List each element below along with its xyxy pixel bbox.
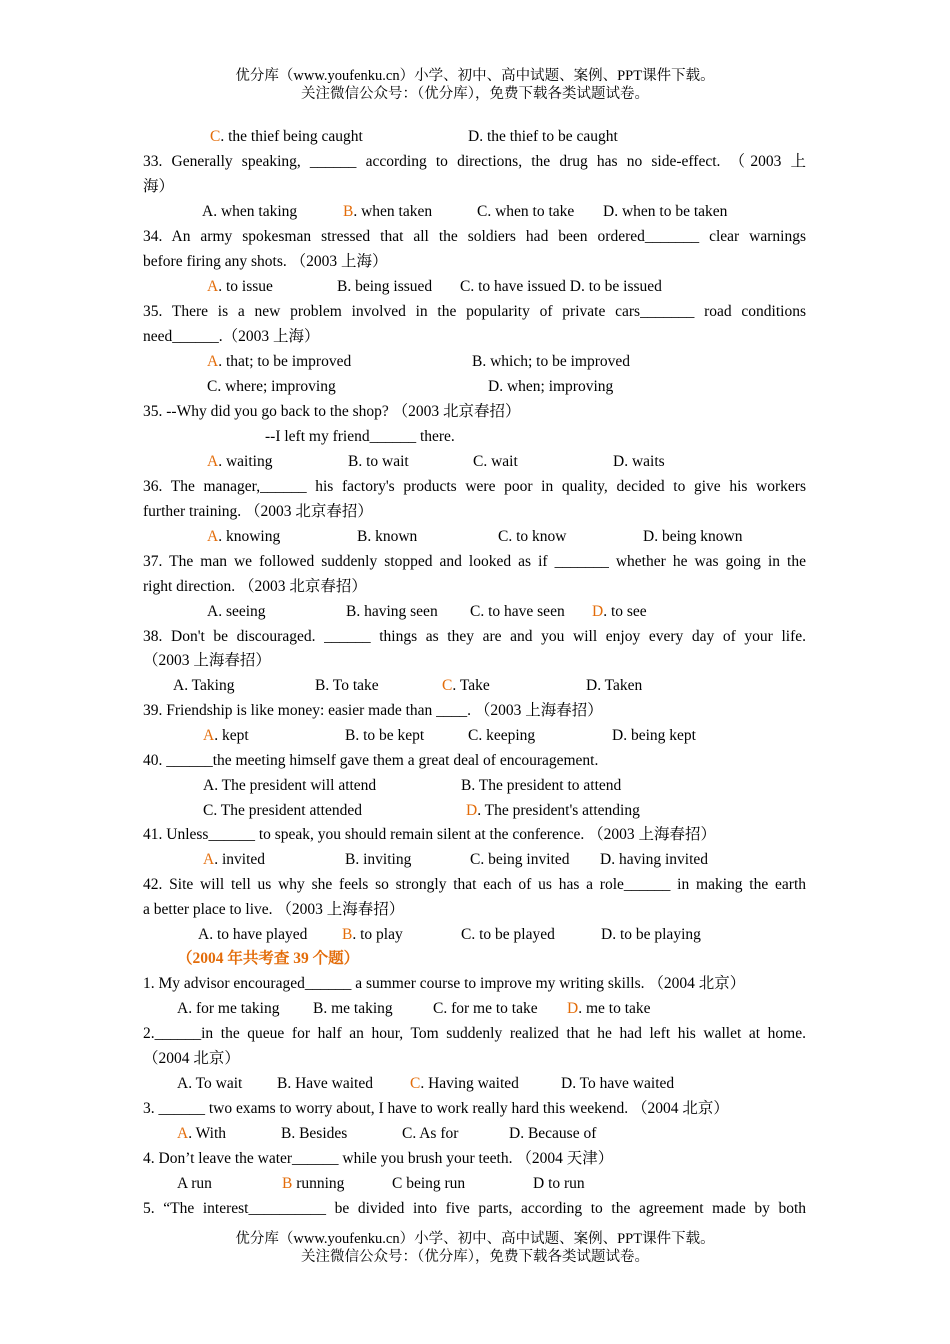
q33-option-b: [343, 202, 432, 222]
q42-stem-line-2: a better place to live. （2003 上海春招）: [143, 901, 405, 918]
page-footer: [0, 1230, 950, 1266]
p2-option-c: [410, 1074, 519, 1094]
q35b-option-d: D. waits: [613, 453, 665, 470]
q37-stem-line-1: 37. The man we followed suddenly stopped and looked as if _______ whether he was going in the: [143, 553, 806, 570]
p1-stem-line-1: 1. My advisor encouraged______ a summer course to improve my writing skills. （2004 北京）: [143, 975, 746, 992]
q40-stem-line-1: 40. ______the meeting himself gave them a great deal of encouragement.: [143, 752, 599, 769]
q35a-stem-line-1: 35. There is a new problem involved in the popularity of private cars_______ road conditions: [143, 303, 806, 320]
q33-stem-line-2: 海）: [143, 178, 175, 195]
q37-option-b: B. having seen: [346, 603, 438, 620]
p4-option-b: [282, 1174, 344, 1194]
p1-option-b: B. me taking: [313, 1000, 393, 1017]
p3-option-b: B. Besides: [281, 1125, 348, 1142]
option-text: . knowing: [218, 528, 281, 545]
q37-option-c: C. to have seen: [470, 603, 565, 620]
p2-stem-line-1: 2.______in the queue for half an hour, Tom suddenly realized that he had left his wallet at home.: [143, 1025, 806, 1042]
q37-option-d: [592, 602, 647, 622]
p5-stem-line-1: 5. “The interest__________ be divided into five parts, according to the agreement made by both: [143, 1200, 806, 1217]
answer-letter: C: [442, 677, 453, 694]
answer-letter: A: [207, 353, 219, 370]
q32-option-c: [210, 127, 363, 147]
q36-option-c: C. to know: [498, 528, 567, 545]
p4-option-c: C being run: [392, 1175, 466, 1192]
answer-letter: B: [342, 926, 353, 943]
option-text: . Having waited: [420, 1075, 519, 1092]
p1-option-a: A. for me taking: [177, 1000, 280, 1017]
q40-option-a: A. The president will attend: [203, 777, 377, 794]
q34-option-b: B. being issued: [337, 278, 433, 295]
q39-stem-line-1: 39. Friendship is like money: easier made than ____. （2003 上海春招）: [143, 702, 603, 719]
q36-stem-line-2: further training. （2003 北京春招）: [143, 503, 373, 520]
option-text: . when taken: [353, 203, 433, 220]
q40-option-b: B. The president to attend: [461, 777, 622, 794]
option-text: . With: [188, 1125, 227, 1142]
footer-line-2: 关注微信公众号：（优分库），免费下载各类试题试卷。: [301, 1249, 649, 1265]
answer-letter: D: [466, 802, 478, 819]
q37-stem-line-2: right direction. （2003 北京春招）: [143, 578, 367, 595]
option-text: . to issue: [218, 278, 273, 295]
p2-option-b: B. Have waited: [277, 1075, 373, 1092]
q40-option-c: C. The president attended: [203, 802, 362, 819]
q39-option-b: B. to be kept: [345, 727, 425, 744]
p3-stem-line-1: 3. ______ two exams to worry about, I have to work really hard this weekend. （2004 北京）: [143, 1100, 729, 1117]
q38-option-d: D. Taken: [586, 677, 643, 694]
q33-stem-line-1: 33. Generally speaking, ______ according to directions, the drug has no side-effect. （2003 上: [143, 153, 806, 170]
option-text: . to see: [603, 603, 647, 620]
answer-letter: A: [207, 453, 219, 470]
q33-option-c: C. when to take: [477, 203, 575, 220]
q34-stem-line-2: before firing any shots. （2003 上海）: [143, 253, 388, 270]
option-text: . waiting: [218, 453, 273, 470]
answer-letter: B: [343, 203, 354, 220]
p2-option-d: D. To have waited: [561, 1075, 675, 1092]
p4-option-d: D to run: [533, 1175, 585, 1192]
q38-stem-line-1: 38. Don't be discouraged. ______ things as they are and you will enjoy every day of your life.: [143, 628, 806, 645]
q41-option-d: D. having invited: [600, 851, 709, 868]
answer-letter: A: [207, 528, 219, 545]
q40-option-d: [466, 801, 640, 821]
q36-option-a: [207, 527, 280, 547]
option-text: . Take: [452, 677, 490, 694]
footer-line-1: 优分库（www.youfenku.cn）小学、初中、高中试题、案例、PPT课件下载。: [235, 1231, 715, 1247]
q39-option-c: C. keeping: [468, 727, 536, 744]
q36-option-d: D. being known: [643, 528, 743, 545]
q35b-option-c: C. wait: [473, 453, 518, 470]
p1-option-c: C. for me to take: [433, 1000, 538, 1017]
p1-option-d: [567, 999, 651, 1019]
header-line-2: 关注微信公众号：（优分库），免费下载各类试题试卷。: [301, 86, 649, 102]
p3-option-a: [177, 1124, 226, 1144]
q42-option-c: C. to be played: [461, 926, 555, 943]
q35a-option-d: D. when; improving: [488, 378, 614, 395]
q39-option-a: [203, 726, 249, 746]
option-text: . kept: [214, 727, 249, 744]
q38-option-a: A. Taking: [173, 677, 235, 694]
answer-letter: D: [592, 603, 604, 620]
q35b-option-a: [207, 452, 272, 472]
q33-option-a: A. when taking: [202, 203, 298, 220]
option-text: . The president's attending: [477, 802, 640, 819]
q38-option-c: [442, 676, 490, 696]
q42-stem-line-1: 42. Site will tell us why she feels so strongly that each of us has a role______ in making the earth: [143, 876, 806, 893]
q34-stem-line-1: 34. An army spokesman stressed that all the soldiers had been ordered_______ clear warnings: [143, 228, 806, 245]
option-text: . invited: [214, 851, 266, 868]
q41-option-a: [203, 850, 265, 870]
q34-option-cd: C. to have issued D. to be issued: [460, 278, 662, 295]
q35a-option-b: B. which; to be improved: [472, 353, 630, 370]
q41-stem-line-1: 41. Unless______ to speak, you should remain silent at the conference. （2003 上海春招）: [143, 826, 716, 843]
p2-stem-line-2: （2004 北京）: [143, 1050, 240, 1067]
option-text: . that; to be improved: [218, 353, 352, 370]
q36-option-b: B. known: [357, 528, 418, 545]
answer-letter: A: [207, 278, 219, 295]
q35b-stem-line-2: --I left my friend______ there.: [265, 428, 455, 445]
q35b-option-b: B. to wait: [348, 453, 409, 470]
p3-option-c: C. As for: [402, 1125, 459, 1142]
q34-option-a: [207, 277, 273, 297]
option-text: running: [292, 1175, 345, 1192]
q35a-option-c: C. where; improving: [207, 378, 336, 395]
p4-stem-line-1: 4. Don’t leave the water______ while you brush your teeth. （2004 天津）: [143, 1150, 614, 1167]
option-text: . to play: [352, 926, 403, 943]
q42-option-d: D. to be playing: [601, 926, 701, 943]
answer-letter: A: [177, 1125, 189, 1142]
q42-option-a: A. to have played: [198, 926, 308, 943]
q42-option-b: [342, 925, 403, 945]
q32-option-d: D. the thief to be caught: [468, 128, 618, 145]
q35a-stem-line-2: need______.（2003 上海）: [143, 328, 320, 345]
q41-option-b: B. inviting: [345, 851, 412, 868]
answer-letter: A: [203, 727, 215, 744]
q35a-option-a: [207, 352, 351, 372]
option-text: . the thief being caught: [220, 128, 363, 145]
q35b-stem-line-1: 35. --Why did you go back to the shop? （2003 北京春招）: [143, 403, 521, 420]
header-line-1: 优分库（www.youfenku.cn）小学、初中、高中试题、案例、PPT课件下载。: [235, 68, 715, 84]
q39-option-d: D. being kept: [612, 727, 696, 744]
q36-stem-line-1: 36. The manager,______ his factory's products were poor in quality, decided to give his workers: [143, 478, 806, 495]
p4-option-a: A run: [177, 1175, 212, 1192]
answer-letter: D: [567, 1000, 579, 1017]
answer-letter: B: [282, 1175, 293, 1192]
q38-stem-line-2: （2003 上海春招）: [143, 652, 271, 669]
q41-option-c: C. being invited: [470, 851, 570, 868]
p3-option-d: D. Because of: [509, 1125, 597, 1142]
answer-letter: C: [410, 1075, 421, 1092]
answer-letter: C: [210, 128, 221, 145]
answer-letter: A: [203, 851, 215, 868]
q33-option-d: D. when to be taken: [603, 203, 728, 220]
option-text: . me to take: [578, 1000, 651, 1017]
page-header: [0, 67, 950, 103]
q37-option-a: A. seeing: [207, 603, 266, 620]
section-heading-2004: （2004 年共考查 39 个题）: [177, 950, 360, 967]
q38-option-b: B. To take: [315, 677, 379, 694]
p2-option-a: A. To wait: [177, 1075, 243, 1092]
